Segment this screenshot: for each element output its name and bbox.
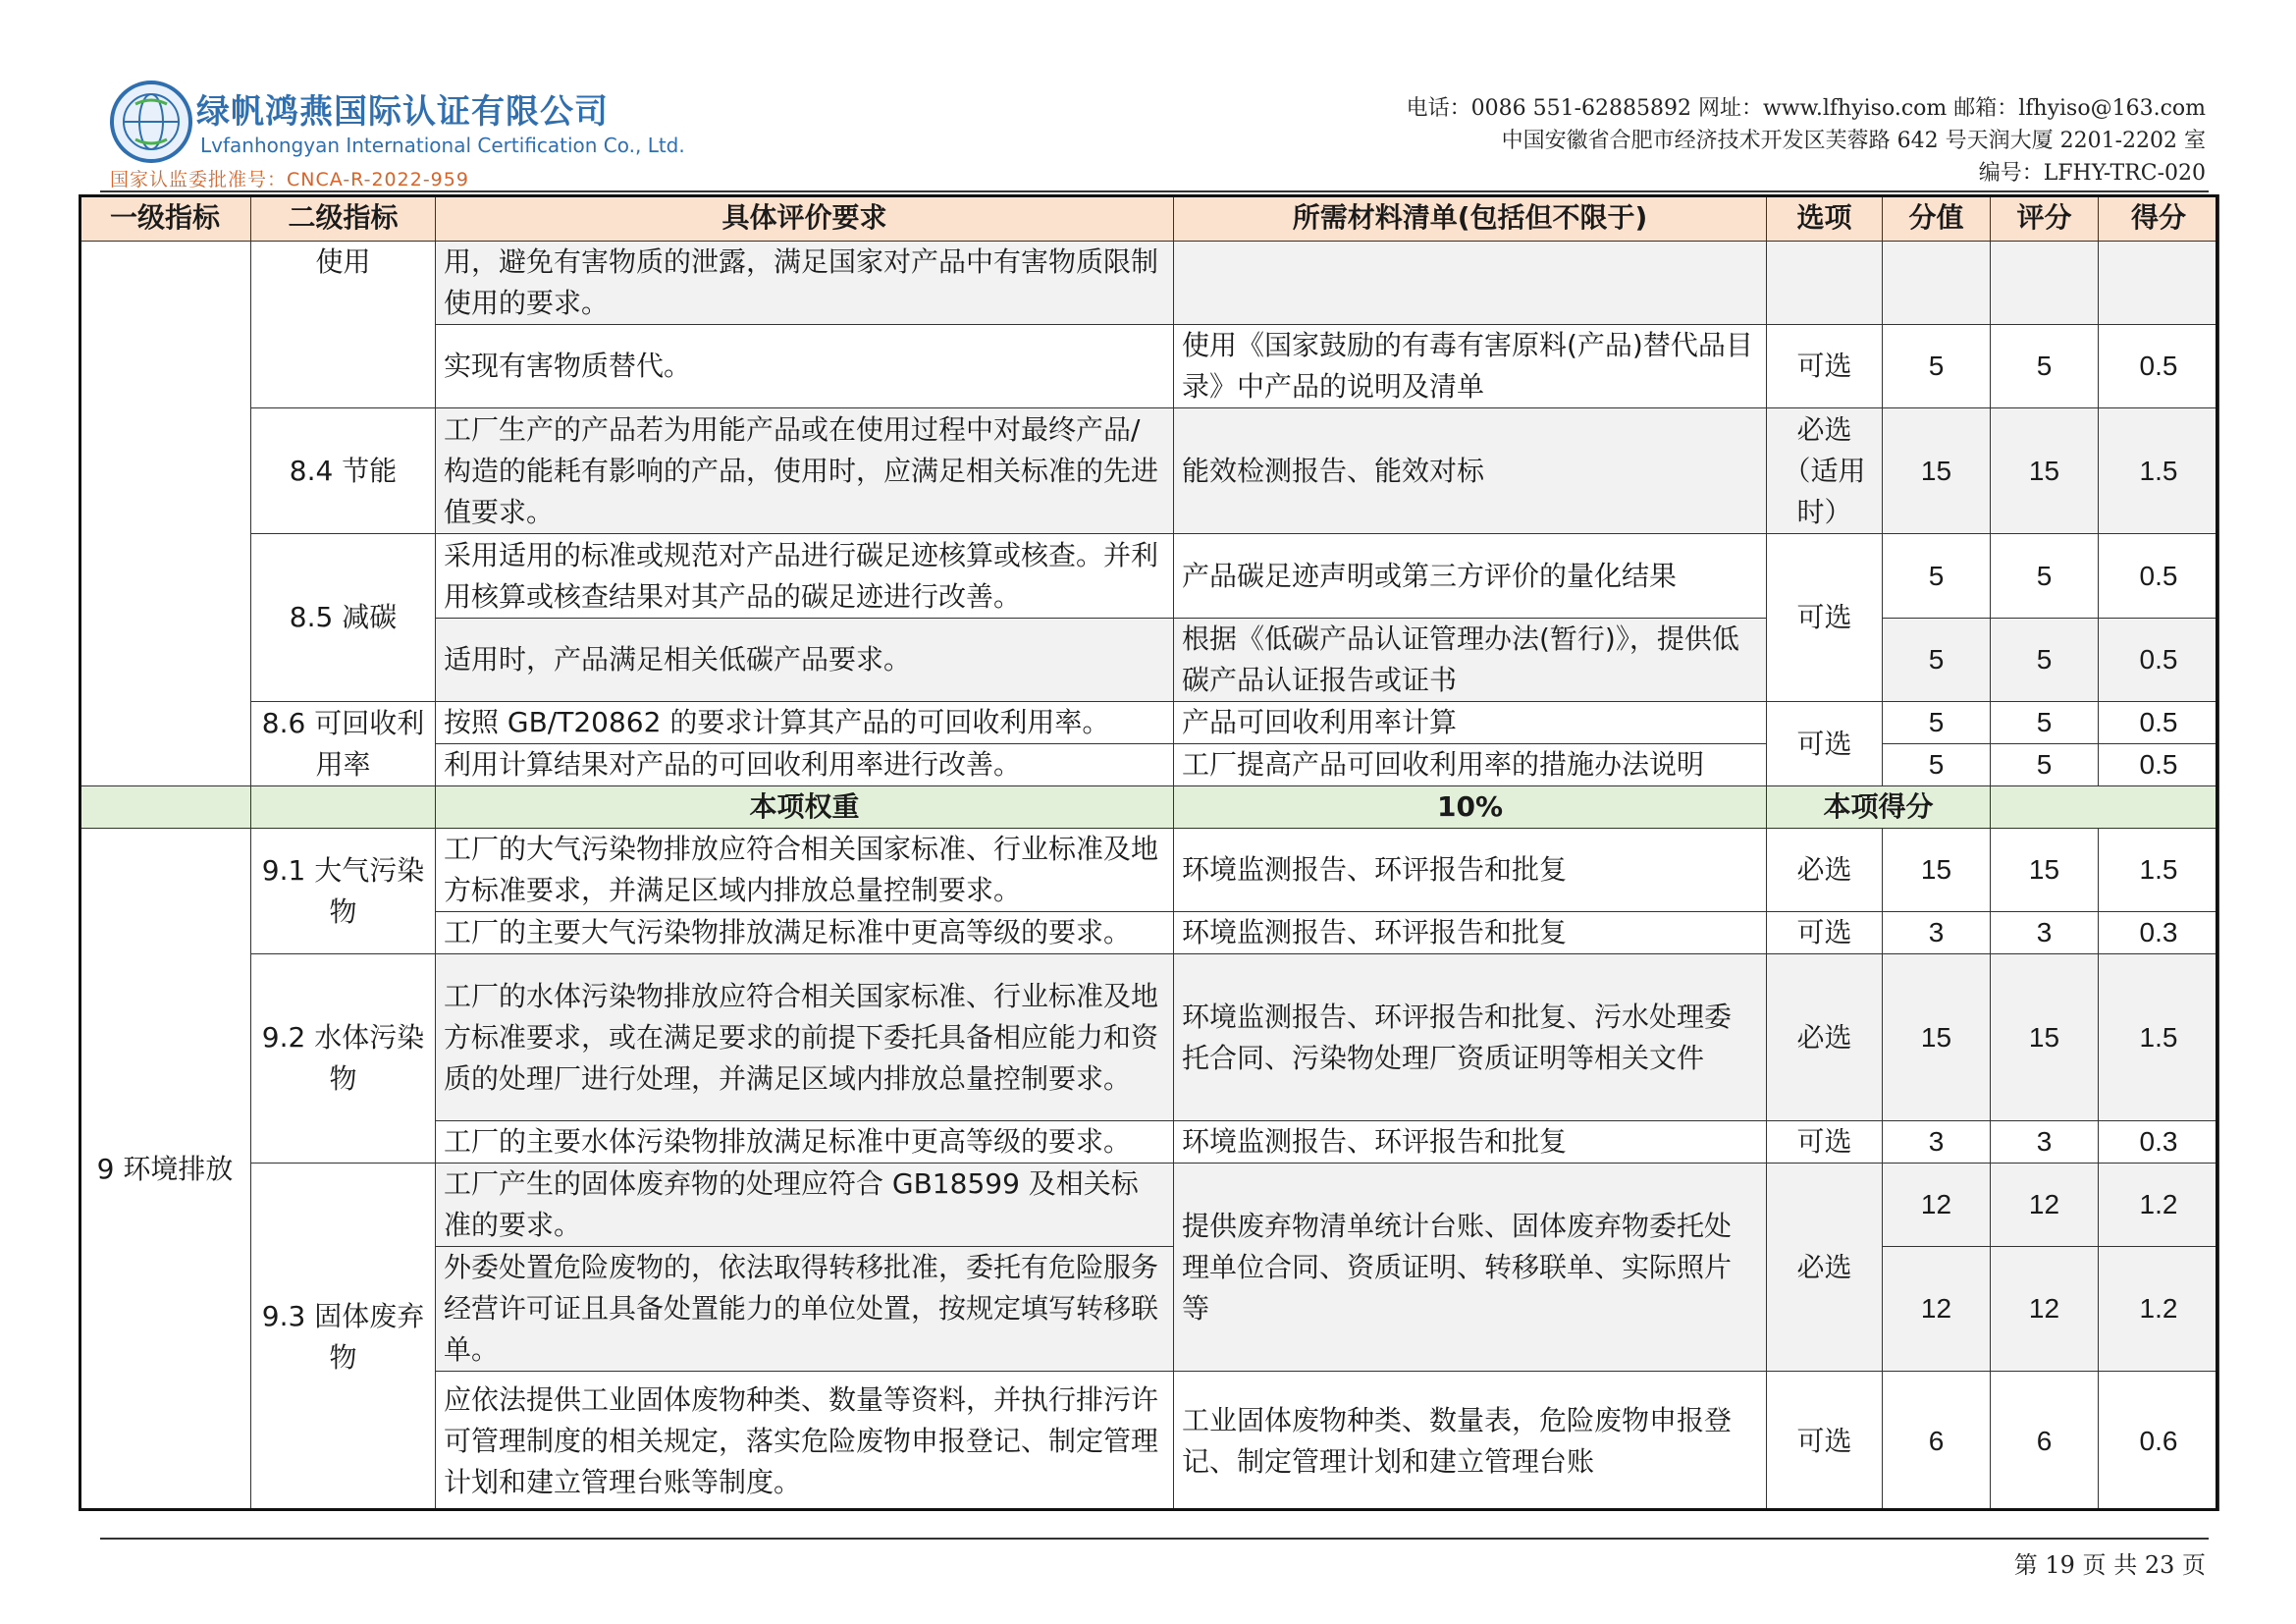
value-cell: 15 bbox=[1883, 408, 1991, 534]
score-cell: 0.5 bbox=[2099, 619, 2219, 702]
level1-cell-blank bbox=[80, 242, 251, 786]
level1-cell: 9 环境排放 bbox=[80, 829, 251, 1511]
score-cell: 0.5 bbox=[2099, 702, 2219, 744]
option-cell: 可选 bbox=[1767, 534, 1883, 702]
requirement-cell: 工厂生产的产品若为用能产品或在使用过程中对最终产品/构造的能耗有影响的产品，使用时，应满足相关标准的先进值要求。 bbox=[436, 408, 1174, 534]
rating-cell: 15 bbox=[1991, 408, 2099, 534]
option-cell: 可选 bbox=[1767, 1121, 1883, 1164]
value-cell: 5 bbox=[1883, 534, 1991, 619]
materials-cell: 能效检测报告、能效对标 bbox=[1174, 408, 1767, 534]
level2-cell: 9.2 水体污染物 bbox=[251, 954, 436, 1164]
value-cell: 5 bbox=[1883, 702, 1991, 744]
requirement-cell: 利用计算结果对产品的可回收利用率进行改善。 bbox=[436, 744, 1174, 786]
score-cell: 0.5 bbox=[2099, 534, 2219, 619]
approval-number: 国家认监委批准号：CNCA-R-2022-959 bbox=[110, 169, 469, 190]
header-materials: 所需材料清单(包括但不限于) bbox=[1174, 195, 1767, 242]
level2-cell: 9.1 大气污染物 bbox=[251, 829, 436, 954]
level2-cell: 9.3 固体废弃物 bbox=[251, 1164, 436, 1511]
materials-cell: 环境监测报告、环评报告和批复、污水处理委托合同、污染物处理厂资质证明等相关文件 bbox=[1174, 954, 1767, 1121]
table-row bbox=[80, 408, 2219, 534]
table-row bbox=[80, 242, 2219, 325]
option-cell bbox=[1767, 242, 1883, 325]
header-score: 得分 bbox=[2099, 195, 2219, 242]
score-cell: 1.5 bbox=[2099, 829, 2219, 912]
table-row bbox=[80, 954, 2219, 1121]
level2-cell: 8.4 节能 bbox=[251, 408, 436, 534]
value-cell: 5 bbox=[1883, 325, 1991, 408]
rating-cell: 5 bbox=[1991, 744, 2099, 786]
rating-cell: 5 bbox=[1991, 534, 2099, 619]
page-number: 第 19 页 共 23 页 bbox=[2013, 1551, 2206, 1579]
contact-address-line: 中国安徽省合肥市经济技术开发区芙蓉路 642 号天润大厦 2201-2202 室 bbox=[1501, 129, 2206, 153]
requirement-cell: 工厂的大气污染物排放应符合相关国家标准、行业标准及地方标准要求，并满足区域内排放总量控制要求。 bbox=[436, 829, 1174, 912]
level2-cell: 使用 bbox=[251, 242, 436, 408]
option-cell: 必选 bbox=[1767, 954, 1883, 1121]
table-row bbox=[80, 1164, 2219, 1247]
rating-cell: 6 bbox=[1991, 1372, 2099, 1511]
table-header-row bbox=[80, 195, 2219, 242]
requirement-cell: 工厂的主要水体污染物排放满足标准中更高等级的要求。 bbox=[436, 1121, 1174, 1164]
rating-cell: 5 bbox=[1991, 325, 2099, 408]
rating-cell bbox=[1991, 242, 2099, 325]
value-cell: 3 bbox=[1883, 1121, 1991, 1164]
rating-cell: 3 bbox=[1991, 1121, 2099, 1164]
option-cell: 可选 bbox=[1767, 325, 1883, 408]
materials-cell: 环境监测报告、环评报告和批复 bbox=[1174, 912, 1767, 954]
rating-cell: 12 bbox=[1991, 1164, 2099, 1247]
globe-logo-icon bbox=[106, 77, 196, 167]
score-cell: 0.5 bbox=[2099, 325, 2219, 408]
level2-cell: 8.5 减碳 bbox=[251, 534, 436, 702]
section-score-label: 本项得分 bbox=[1767, 786, 1991, 829]
weight-blank-cell bbox=[80, 786, 251, 829]
rating-cell: 15 bbox=[1991, 954, 2099, 1121]
score-cell: 1.2 bbox=[2099, 1247, 2219, 1372]
header-level2: 二级指标 bbox=[251, 195, 436, 242]
materials-cell bbox=[1174, 242, 1767, 325]
materials-cell: 使用《国家鼓励的有毒有害原料(产品)替代品目录》中产品的说明及清单 bbox=[1174, 325, 1767, 408]
footer-divider bbox=[100, 1538, 2209, 1540]
requirement-cell: 适用时，产品满足相关低碳产品要求。 bbox=[436, 619, 1174, 702]
materials-cell: 提供废弃物清单统计台账、固体废弃物委托处理单位合同、资质证明、转移联单、实际照片等 bbox=[1174, 1164, 1767, 1372]
evaluation-table bbox=[79, 194, 2219, 1511]
weight-row bbox=[80, 786, 2219, 829]
weight-blank-cell bbox=[251, 786, 436, 829]
header-rating: 评分 bbox=[1991, 195, 2099, 242]
section-score-value bbox=[1991, 786, 2219, 829]
value-cell: 5 bbox=[1883, 619, 1991, 702]
value-cell: 3 bbox=[1883, 912, 1991, 954]
requirement-cell: 工厂的主要大气污染物排放满足标准中更高等级的要求。 bbox=[436, 912, 1174, 954]
value-cell: 15 bbox=[1883, 829, 1991, 912]
materials-cell: 环境监测报告、环评报告和批复 bbox=[1174, 829, 1767, 912]
requirement-cell: 采用适用的标准或规范对产品进行碳足迹核算或核查。并利用核算或核查结果对其产品的碳足迹进行改善。 bbox=[436, 534, 1174, 619]
value-cell bbox=[1883, 242, 1991, 325]
option-cell: 必选（适用时） bbox=[1767, 408, 1883, 534]
contact-phone-line: 电话：0086 551-62885892 网址：www.lfhyiso.com 邮箱：lfhyiso@163.com bbox=[1406, 96, 2206, 121]
rating-cell: 5 bbox=[1991, 702, 2099, 744]
materials-cell: 工厂提高产品可回收利用率的措施办法说明 bbox=[1174, 744, 1767, 786]
option-cell: 必选 bbox=[1767, 829, 1883, 912]
option-cell: 可选 bbox=[1767, 702, 1883, 786]
materials-cell: 产品可回收利用率计算 bbox=[1174, 702, 1767, 744]
requirement-cell: 工厂产生的固体废弃物的处理应符合 GB18599 及相关标准的要求。 bbox=[436, 1164, 1174, 1247]
score-cell: 0.6 bbox=[2099, 1372, 2219, 1511]
table-row bbox=[80, 829, 2219, 912]
option-cell: 必选 bbox=[1767, 1164, 1883, 1372]
weight-label: 本项权重 bbox=[436, 786, 1174, 829]
materials-cell: 根据《低碳产品认证管理办法(暂行)》，提供低碳产品认证报告或证书 bbox=[1174, 619, 1767, 702]
option-cell: 可选 bbox=[1767, 1372, 1883, 1511]
header-requirement: 具体评价要求 bbox=[436, 195, 1174, 242]
materials-cell: 产品碳足迹声明或第三方评价的量化结果 bbox=[1174, 534, 1767, 619]
weight-value: 10% bbox=[1174, 786, 1767, 829]
header-option: 选项 bbox=[1767, 195, 1883, 242]
value-cell: 12 bbox=[1883, 1164, 1991, 1247]
score-cell: 0.3 bbox=[2099, 1121, 2219, 1164]
score-cell bbox=[2099, 242, 2219, 325]
value-cell: 15 bbox=[1883, 954, 1991, 1121]
score-cell: 1.2 bbox=[2099, 1164, 2219, 1247]
requirement-cell: 工厂的水体污染物排放应符合相关国家标准、行业标准及地方标准要求，或在满足要求的前提下委托具备相应能力和资质的处理厂进行处理，并满足区域内排放总量控制要求。 bbox=[436, 954, 1174, 1121]
requirement-cell: 实现有害物质替代。 bbox=[436, 325, 1174, 408]
header-divider bbox=[100, 190, 2209, 192]
document-code: 编号：LFHY-TRC-020 bbox=[1978, 161, 2206, 186]
company-name-en: Lvfanhongyan International Certification Co., Ltd. bbox=[200, 134, 685, 157]
option-cell: 可选 bbox=[1767, 912, 1883, 954]
table-row bbox=[80, 702, 2219, 744]
score-cell: 0.5 bbox=[2099, 744, 2219, 786]
level2-cell: 8.6 可回收利用率 bbox=[251, 702, 436, 786]
header-value: 分值 bbox=[1883, 195, 1991, 242]
materials-cell: 工业固体废物种类、数量表，危险废物申报登记、制定管理计划和建立管理台账 bbox=[1174, 1372, 1767, 1511]
requirement-cell: 外委处置危险废物的，依法取得转移批准，委托有危险服务经营许可证且具备处置能力的单位处置，按规定填写转移联单。 bbox=[436, 1247, 1174, 1372]
requirement-cell: 按照 GB/T20862 的要求计算其产品的可回收利用率。 bbox=[436, 702, 1174, 744]
value-cell: 5 bbox=[1883, 744, 1991, 786]
rating-cell: 12 bbox=[1991, 1247, 2099, 1372]
value-cell: 6 bbox=[1883, 1372, 1991, 1511]
header-level1: 一级指标 bbox=[80, 195, 251, 242]
score-cell: 0.3 bbox=[2099, 912, 2219, 954]
contact-block bbox=[1407, 92, 2206, 189]
table-row bbox=[80, 534, 2219, 619]
requirement-cell: 用，避免有害物质的泄露，满足国家对产品中有害物质限制使用的要求。 bbox=[436, 242, 1174, 325]
rating-cell: 5 bbox=[1991, 619, 2099, 702]
score-cell: 1.5 bbox=[2099, 408, 2219, 534]
materials-cell: 环境监测报告、环评报告和批复 bbox=[1174, 1121, 1767, 1164]
company-name-cn: 绿帆鸿燕国际认证有限公司 bbox=[196, 92, 609, 132]
score-cell: 1.5 bbox=[2099, 954, 2219, 1121]
requirement-cell: 应依法提供工业固体废物种类、数量等资料，并执行排污许可管理制度的相关规定，落实危险废物申报登记、制定管理计划和建立管理台账等制度。 bbox=[436, 1372, 1174, 1511]
company-logo bbox=[106, 77, 685, 190]
rating-cell: 15 bbox=[1991, 829, 2099, 912]
rating-cell: 3 bbox=[1991, 912, 2099, 954]
value-cell: 12 bbox=[1883, 1247, 1991, 1372]
